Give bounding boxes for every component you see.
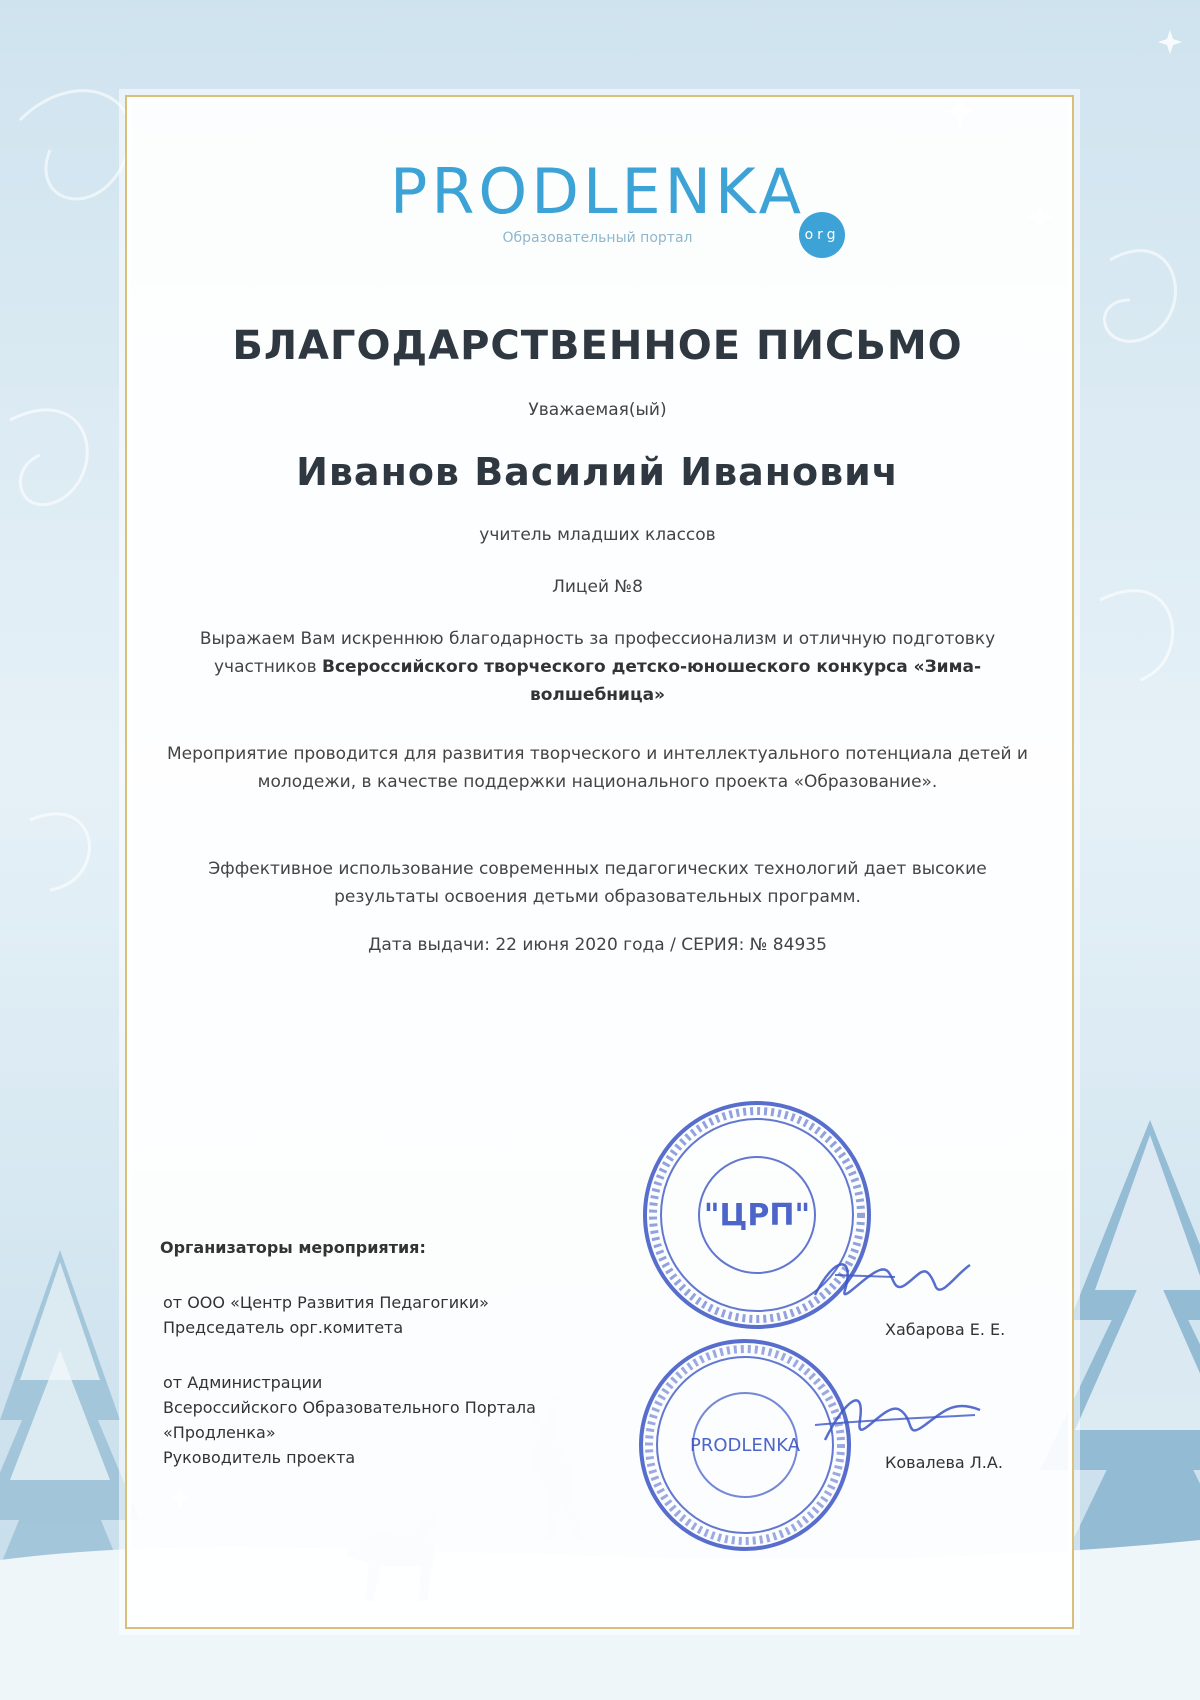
recipient-name: Иванов Василий Иванович — [296, 450, 899, 494]
organizer-2-line2: Всероссийского Образовательного Портала — [163, 1398, 536, 1417]
issue-date-series: Дата выдачи: 22 июня 2020 года / СЕРИЯ: № 84935 — [368, 935, 827, 955]
document-title: БЛАГОДАРСТВЕННОЕ ПИСЬМО — [232, 323, 963, 369]
organizer-2-block — [163, 1370, 536, 1470]
logo-org-badge: org — [799, 212, 845, 258]
organizer-1-line2: Председатель орг.комитета — [163, 1318, 404, 1337]
gratitude-text: Выражаем Вам искреннюю благодарность за профессионализм и отличную подготовку участников — [199, 629, 996, 677]
signature-2 — [805, 1380, 985, 1460]
recipient-position: учитель младших классов — [479, 525, 716, 545]
recipient-school: Лицей №8 — [552, 577, 643, 597]
organizer-1-line1: от ООО «Центр Развития Педагогики» — [163, 1293, 489, 1312]
contest-name: Всероссийского творческого детско-юношеского конкурса «Зима-волшебница» — [322, 657, 981, 705]
logo-subtitle: Образовательный портал — [502, 230, 693, 246]
organizer-2-signer: Ковалева Л.А. — [885, 1453, 1003, 1472]
sparkle-icon — [1158, 30, 1182, 54]
certificate-content — [125, 95, 1070, 1625]
organizer-1-block — [163, 1290, 489, 1340]
organizer-2-line3: «Продленка» — [163, 1423, 276, 1442]
gratitude-paragraph — [165, 625, 1030, 709]
stamp-2-center-text: PRODLENKA — [689, 1435, 801, 1456]
stamp-1-center-text: "ЦРП" — [703, 1198, 811, 1233]
event-purpose-paragraph: Мероприятие проводится для развития творческого и интеллектуального потенциала детей и молодежи, в качестве поддержки национального проекта «Образование». — [167, 744, 1028, 792]
organizer-1-signer: Хабарова Е. Е. — [885, 1320, 1006, 1339]
effectiveness-paragraph: Эффективное использование современных педагогических технологий дает высокие результаты освоения детьми образовательных программ. — [208, 859, 987, 907]
organizer-2-line1: от Администрации — [163, 1373, 323, 1392]
signature-1 — [805, 1245, 975, 1315]
salutation: Уважаемая(ый) — [528, 400, 667, 420]
organizers-heading: Организаторы мероприятия: — [160, 1238, 426, 1257]
logo-wordmark: PRODLENKA — [389, 155, 806, 228]
organizer-2-line4: Руководитель проекта — [163, 1448, 356, 1467]
prodlenka-logo — [125, 155, 1070, 246]
